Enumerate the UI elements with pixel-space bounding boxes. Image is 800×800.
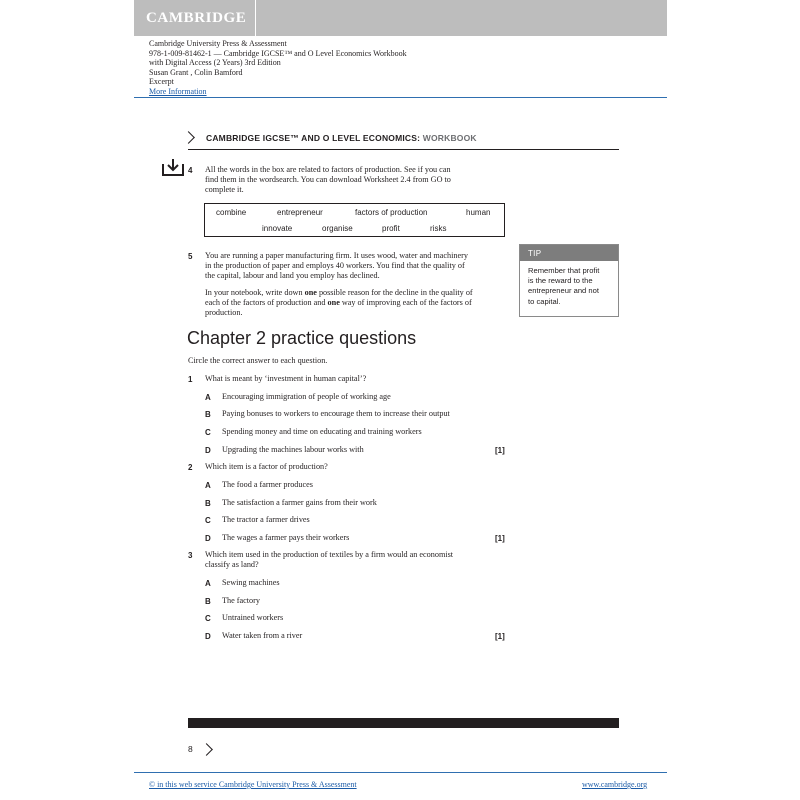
- option-text[interactable]: The satisfaction a farmer gains from their work: [222, 498, 377, 507]
- word-item: risks: [430, 224, 447, 233]
- meta-line: Excerpt: [149, 77, 174, 87]
- activity-5-text: [205, 251, 468, 282]
- emphasis-text: one: [304, 288, 317, 297]
- text-line: Which item used in the production of textiles by a firm would an economist: [205, 550, 454, 559]
- text-line: classify as land?: [205, 560, 259, 570]
- option-letter[interactable]: C: [205, 516, 211, 525]
- option-text[interactable]: The factory: [222, 596, 260, 605]
- option-text[interactable]: Encouraging immigration of people of working age: [222, 392, 391, 401]
- option-letter[interactable]: D: [205, 446, 211, 455]
- header-divider: [134, 97, 667, 98]
- option-text[interactable]: Paying bonuses to workers to encourage them to increase their output: [222, 409, 450, 418]
- activity-4-text: [205, 165, 451, 196]
- text-line: You are running a paper manufacturing firm. It uses wood, water and machinery: [205, 251, 468, 260]
- tip-line: Remember that profit: [528, 266, 600, 275]
- copyright-link[interactable]: © in this web service Cambridge University Press & Assessment: [149, 780, 357, 789]
- option-text[interactable]: The tractor a farmer drives: [222, 515, 310, 524]
- option-text[interactable]: Untrained workers: [222, 613, 284, 622]
- text-line: [205, 288, 473, 298]
- option-letter[interactable]: D: [205, 534, 211, 543]
- word-item: factors of production: [355, 208, 428, 217]
- mark-allocation: [1]: [495, 632, 505, 641]
- running-head-sub: WORKBOOK: [422, 133, 477, 143]
- option-letter[interactable]: B: [205, 499, 211, 508]
- option-letter[interactable]: B: [205, 597, 211, 606]
- word-box: [204, 203, 505, 237]
- option-letter[interactable]: C: [205, 428, 211, 437]
- footer-bar: [188, 718, 619, 728]
- activity-number: 4: [188, 166, 193, 175]
- question-text: What is meant by ‘investment in human capital’?: [205, 374, 367, 383]
- text-span: each of the factors of production and: [205, 298, 328, 308]
- emphasis-text: one: [327, 298, 340, 308]
- chapter-title: Chapter 2 practice questions: [187, 328, 417, 348]
- tip-body: [528, 266, 616, 307]
- question-text: Which item is a factor of production?: [205, 462, 328, 471]
- footer-divider: [134, 772, 667, 773]
- text-line: find them in the wordsearch. You can download Worksheet 2.4 from GO to: [205, 175, 451, 185]
- word-item: human: [466, 208, 491, 217]
- text-line: production.: [205, 308, 243, 318]
- chevron-right-icon: [182, 131, 195, 144]
- option-letter[interactable]: A: [205, 481, 211, 490]
- word-item: entrepreneur: [277, 208, 323, 217]
- brand-header: [134, 0, 667, 36]
- option-letter[interactable]: C: [205, 614, 211, 623]
- option-letter[interactable]: A: [205, 579, 211, 588]
- website-link[interactable]: www.cambridge.org: [582, 780, 648, 789]
- text-line: complete it.: [205, 185, 244, 195]
- mark-allocation: [1]: [495, 446, 505, 455]
- tip-line: entrepreneur and not: [528, 286, 599, 296]
- word-item: profit: [382, 224, 400, 233]
- mark-allocation: [1]: [495, 534, 505, 543]
- text-line: [205, 298, 473, 308]
- option-text[interactable]: Water taken from a river: [222, 631, 303, 640]
- brand-logo-box[interactable]: [134, 0, 256, 36]
- meta-line: Susan Grant , Colin Bamford: [149, 67, 243, 77]
- tip-title: TIP: [520, 245, 618, 261]
- tip-box: [519, 244, 619, 317]
- word-item: innovate: [262, 224, 293, 233]
- book-metadata: [149, 39, 407, 97]
- text-span: way of improving each of the factors of: [339, 298, 472, 308]
- option-text[interactable]: Spending money and time on educating and training workers: [222, 427, 422, 436]
- text-line: the capital, labour and land you employ has declined.: [205, 271, 380, 281]
- chevron-right-icon: [200, 743, 213, 756]
- activity-number: 5: [188, 252, 193, 261]
- option-letter[interactable]: B: [205, 410, 211, 419]
- question-number: 2: [188, 463, 193, 472]
- tip-line: is the reward to the: [528, 276, 593, 286]
- text-span: In your notebook, write down: [205, 288, 305, 297]
- option-letter[interactable]: D: [205, 632, 211, 641]
- option-text[interactable]: The wages a farmer pays their workers: [222, 533, 350, 542]
- meta-line: with Digital Access (2 Years) 3rd Edition: [149, 58, 281, 68]
- download-icon[interactable]: [162, 158, 184, 176]
- running-head-main: CAMBRIDGE IGCSE™ AND O LEVEL ECONOMICS:: [206, 133, 423, 143]
- question-number: 1: [188, 375, 193, 384]
- running-head-rule: [188, 149, 619, 150]
- text-line: All the words in the box are related to factors of production. See if you can: [205, 165, 451, 174]
- running-head: [206, 133, 477, 143]
- question-number: 3: [188, 551, 193, 560]
- option-text[interactable]: Sewing machines: [222, 578, 280, 587]
- page-number: 8: [188, 744, 193, 754]
- word-item: organise: [322, 224, 353, 233]
- more-information-link[interactable]: More Information: [149, 86, 207, 96]
- meta-line: Cambridge University Press & Assessment: [149, 39, 287, 48]
- activity-5-instruction: [205, 288, 473, 319]
- word-item: combine: [216, 208, 247, 217]
- question-text: [205, 550, 453, 570]
- option-letter[interactable]: A: [205, 393, 211, 402]
- cambridge-logo: CAMBRIDGE: [146, 10, 247, 26]
- option-text[interactable]: Upgrading the machines labour works with: [222, 445, 364, 454]
- chapter-instruction: Circle the correct answer to each question.: [188, 356, 328, 365]
- option-text[interactable]: The food a farmer produces: [222, 480, 313, 489]
- text-span: possible reason for the decline in the quality of: [316, 288, 473, 297]
- text-line: in the production of paper and employs 40 workers. You find that the quality of: [205, 261, 465, 271]
- tip-line: to capital.: [528, 296, 561, 306]
- meta-line: 978-1-009-81462-1 — Cambridge IGCSE™ and O Level Economics Workbook: [149, 48, 407, 58]
